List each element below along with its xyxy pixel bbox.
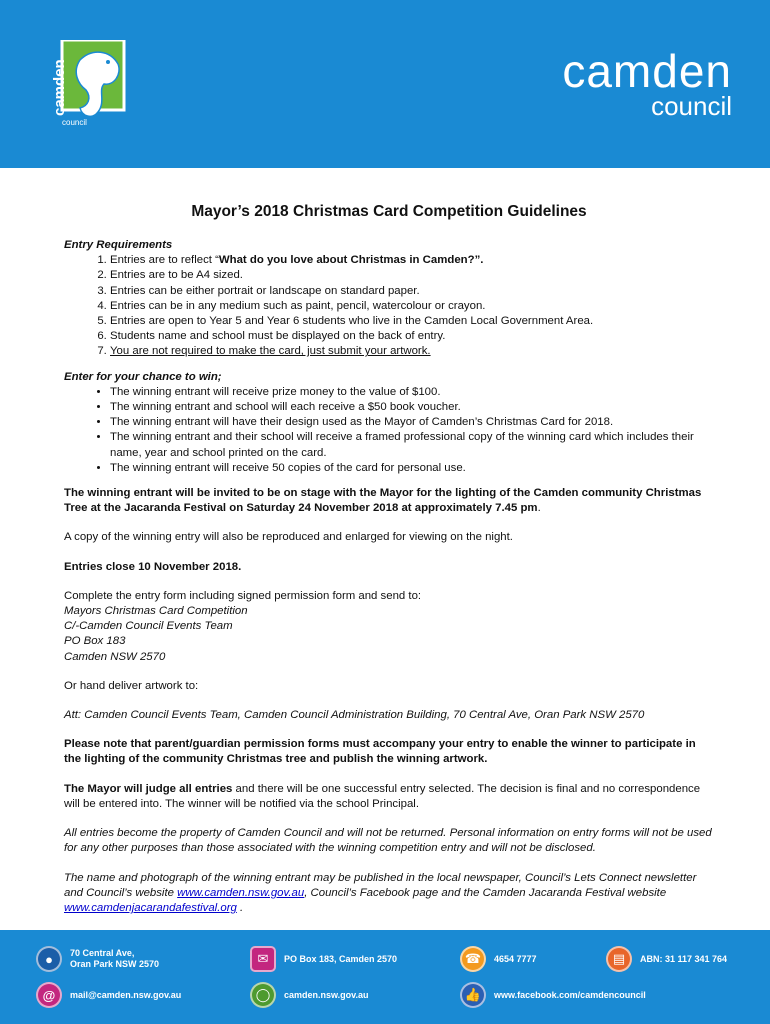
guidelines-content [64, 196, 714, 930]
brand-line-camden: camden [562, 45, 732, 97]
logo-subtext: council [62, 118, 87, 127]
thumbs-up-icon: 👍 [460, 982, 486, 1008]
globe-icon: ◯ [250, 982, 276, 1008]
at-sign-icon: @ [36, 982, 62, 1008]
council-website-link[interactable]: www.camden.nsw.gov.au [177, 886, 305, 899]
phone-icon: ☎ [460, 946, 486, 972]
send-block [64, 589, 714, 665]
attention-address: Att: Camden Council Events Team, Camden Council Administration Building, 70 Central Ave, Oran Park NSW 2570 [64, 709, 645, 722]
list-item: 1. Entries are to reflect “What do you love about Christmas in Camden?”. [110, 253, 714, 268]
list-item: • The winning entrant will receive 50 copies of the card for personal use. [110, 461, 714, 476]
address-line: C/-Camden Council Events Team [64, 620, 233, 633]
list-item: 2. Entries are to be A4 sized. [110, 268, 714, 283]
permission-note: Please note that parent/guardian permission forms must accompany your entry to enable the winner to participate in the lighting of the community Christmas tree and publish the winning artwork. [64, 738, 696, 766]
brand-wordmark [562, 45, 732, 121]
footer-po-box: ✉ PO Box 183, Camden 2570 [250, 946, 397, 972]
brand-line-council: council [651, 91, 732, 121]
location-pin-icon: ● [36, 946, 62, 972]
address-line: Mayors Christmas Card Competition [64, 605, 248, 618]
list-item: 5. Entries are open to Year 5 and Year 6 students who live in the Camden Local Government Area. [110, 314, 714, 329]
footer-facebook[interactable]: 👍 www.facebook.com/camdencouncil [460, 982, 646, 1008]
entries-close: Entries close 10 November 2018. [64, 560, 242, 573]
address-line: Camden NSW 2570 [64, 650, 166, 663]
footer-email[interactable]: @ mail@camden.nsw.gov.au [36, 982, 181, 1008]
hand-deliver: Or hand deliver artwork to: [64, 679, 199, 692]
list-item: • The winning entrant and school will each receive a $50 book voucher. [110, 400, 714, 415]
list-item: • The winning entrant will have their design used as the Mayor of Camden’s Christmas Card for 2018. [110, 415, 714, 430]
publish-note: The name and photograph of the winning entrant may be published in the local newspaper, Council’s Lets Connect newsletter and Council’s website www.camden.nsw.gov.au, Council’s Facebook page and the Camden Jacaranda Festival website www.camdenjacarandafestival.org . [64, 871, 697, 914]
festival-website-link[interactable]: www.camdenjacarandafestival.org [64, 901, 237, 914]
list-item: 3. Entries can be either portrait or landscape on standard paper. [110, 284, 714, 299]
logo-wordmark: camden [51, 59, 68, 116]
page-title: Mayor’s 2018 Christmas Card Competition Guidelines [191, 203, 587, 220]
list-item: 7. You are not required to make the card, just submit your artwork. [110, 344, 714, 359]
list-item: 6. Students name and school must be displayed on the back of entry. [110, 329, 714, 344]
entry-requirements-heading: Entry Requirements [64, 239, 173, 251]
judging-note: The Mayor will judge all entries and there will be one successful entry selected. The decision is final and no correspondence will be entered into. The winner will be notified via the school Principal. [64, 782, 701, 810]
logo-vertical-text [48, 52, 72, 126]
envelope-icon: ✉ [250, 946, 276, 972]
list-item: • The winning entrant and their school will receive a framed professional copy of the winning card which includes their name, year and school printed on the card. [110, 430, 714, 460]
address-line: PO Box 183 [64, 635, 126, 648]
document-icon: ▤ [606, 946, 632, 972]
footer-contact-bar [0, 930, 770, 1024]
property-note: All entries become the property of Camden Council and will not be returned. Personal information on entry forms will not be used for any other purposes than those associated with the winning competition entry and will not be disclosed. [64, 827, 712, 855]
prizes-heading: Enter for your chance to win; [64, 370, 222, 383]
stage-notice: The winning entrant will be invited to be on stage with the Mayor for the lighting of the Camden community Christmas Tree at the Jacaranda Festival on Saturday 24 November 2018 at approximately 7.45 pm. [64, 487, 702, 515]
list-item: 4. Entries can be in any medium such as paint, pencil, watercolour or crayon. [110, 299, 714, 314]
footer-phone[interactable]: ☎ 4654 7777 [460, 946, 537, 972]
list-item: • The winning entrant will receive prize money to the value of $100. [110, 385, 714, 400]
prizes-list [64, 385, 714, 476]
send-intro: Complete the entry form including signed permission form and send to: [64, 589, 422, 602]
footer-address: ● 70 Central Ave, Oran Park NSW 2570 [36, 946, 159, 972]
entry-requirements-list [64, 253, 714, 359]
footer-website[interactable]: ◯ camden.nsw.gov.au [250, 982, 369, 1008]
copy-note: A copy of the winning entry will also be reproduced and enlarged for viewing on the night. [64, 531, 513, 544]
header-banner [0, 0, 770, 168]
footer-abn: ▤ ABN: 31 117 341 764 [606, 946, 727, 972]
